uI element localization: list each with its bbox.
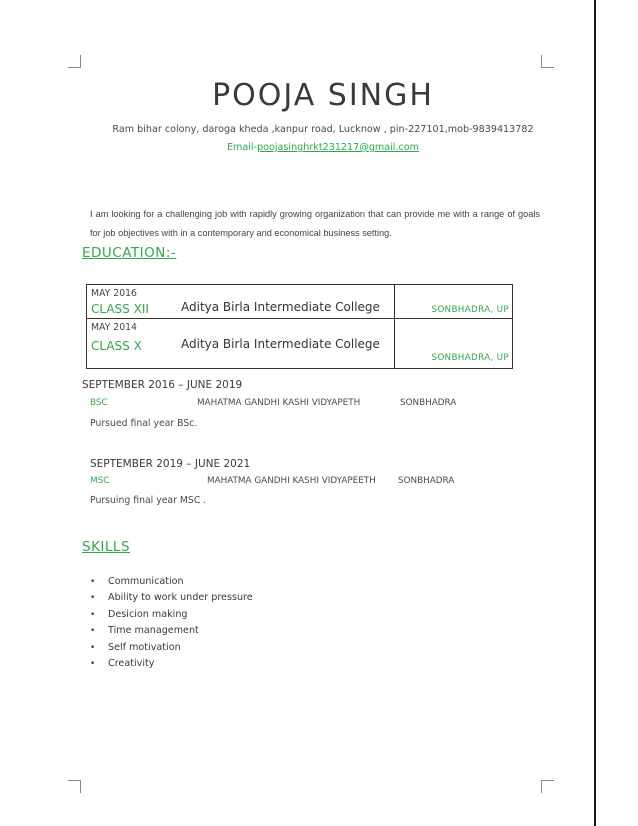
bullet-icon: • [90, 626, 96, 637]
skill-label: Communication [108, 576, 184, 587]
bullet-icon: • [90, 609, 96, 620]
skills-list [90, 574, 253, 672]
row-college: Aditya Birla Intermediate College [181, 337, 380, 351]
education-table [86, 284, 513, 369]
bullet-icon: • [90, 659, 96, 670]
bullet-icon: • [90, 593, 96, 604]
bullet-icon: • [90, 577, 96, 587]
candidate-name: POOJA SINGH [212, 78, 434, 113]
bullet-icon: • [90, 642, 96, 653]
objective-paragraph: I am looking for a challenging job with rapidly growing organization that can provide me with a range of goals for job objectives with in a contemporary and economical business setting. [90, 209, 540, 238]
corner-mark-bottom-left [68, 780, 81, 793]
skill-label: Desicion making [108, 608, 188, 620]
skill-item [90, 590, 253, 606]
degree-period: SEPTEMBER 2019 – JUNE 2021 [90, 458, 251, 470]
degree-period: SEPTEMBER 2016 – JUNE 2019 [82, 379, 243, 391]
skill-item [90, 607, 253, 623]
row-class: CLASS X [91, 339, 142, 353]
skills-heading: SKILLS [82, 539, 131, 555]
degree-place: SONBHADRA [400, 398, 457, 408]
degree-institute: MAHATMA GANDHI KASHI VIDYAPEETH [207, 476, 376, 486]
skill-item [90, 574, 253, 590]
degree-note: Pursuing final year MSC . [90, 495, 207, 506]
degree-place: SONBHADRA [398, 476, 455, 486]
degree-course: BSC [90, 398, 108, 408]
row-class: CLASS XII [91, 302, 149, 316]
degree-note: Pursued final year BSc. [90, 418, 198, 429]
email-link[interactable]: poojasinghrkt231217@gmail.com [257, 142, 420, 153]
education-heading: EDUCATION:- [82, 245, 177, 261]
degree-institute: MAHATMA GANDHI KASHI VIDYAPETH [197, 398, 361, 408]
row-date: MAY 2016 [91, 288, 137, 299]
row-place: SONBHADRA, UP [431, 353, 509, 363]
row-date: MAY 2014 [91, 322, 137, 333]
skill-item [90, 656, 253, 672]
skill-label: Time management [108, 625, 199, 637]
corner-mark-top-left [68, 55, 81, 68]
address-line: Ram bihar colony, daroga kheda ,kanpur road, Lucknow , pin-227101,mob-9839413782 [112, 124, 534, 135]
table-divider [87, 318, 394, 319]
corner-mark-bottom-right [541, 780, 554, 793]
skill-item [90, 640, 253, 656]
skill-label: Creativity [108, 658, 155, 670]
corner-mark-top-right [541, 55, 554, 68]
table-divider [394, 318, 512, 319]
skill-label: Ability to work under pressure [108, 592, 253, 604]
row-place: SONBHADRA, UP [431, 305, 509, 315]
skill-item [90, 623, 253, 639]
skill-label: Self motivation [108, 641, 181, 653]
email-label: Email- [226, 142, 258, 153]
row-college: Aditya Birla Intermediate College [181, 300, 380, 314]
email-line [0, 142, 638, 153]
table-divider [394, 285, 395, 368]
degree-course: MSC [90, 476, 110, 486]
